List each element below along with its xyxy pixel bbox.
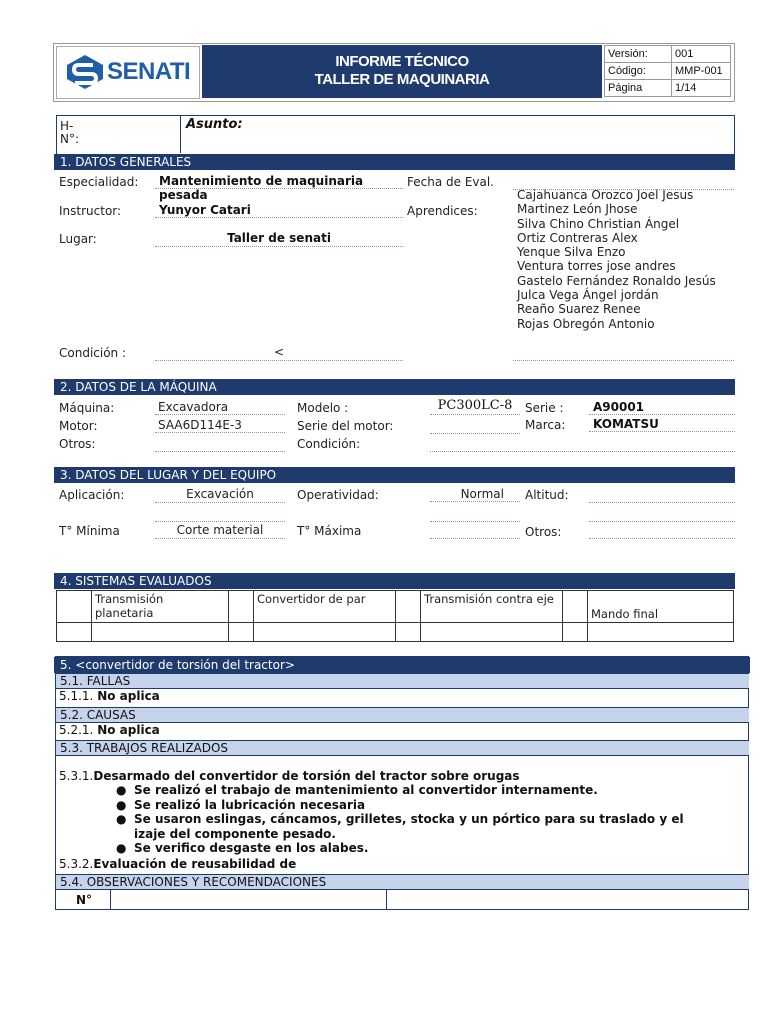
condicion-maquina-field[interactable]: [430, 436, 735, 452]
list-item: Ventura torres jose andres: [517, 259, 676, 274]
maquina-label: Máquina:: [59, 401, 115, 415]
list-item: Gastelo Fernández Ronaldo Jesús: [517, 273, 716, 288]
system-check[interactable]: [563, 591, 588, 623]
list-item: Cajahuanca Orozco Joel Jesus: [517, 188, 694, 202]
meta-value: 1/14: [672, 80, 731, 97]
condicion-maquina-label: Condición:: [297, 437, 361, 451]
logo-box: [56, 46, 200, 99]
systems-table: [56, 590, 734, 642]
trabajo-bullets: [112, 783, 712, 856]
serie-motor-label: Serie del motor:: [297, 419, 394, 433]
table-cell[interactable]: [92, 623, 229, 642]
otros-lugar-field[interactable]: [589, 523, 735, 539]
aplicacion-label: Aplicación:: [59, 488, 125, 502]
meta-label: Código:: [605, 63, 672, 80]
system-label: Transmisión planetaria: [92, 591, 229, 623]
list-item: Reaño Suarez Renee: [517, 302, 641, 317]
list-item: Rojas Obregón Antonio: [517, 316, 655, 331]
list-item: Ortiz Contreras Alex: [517, 230, 638, 245]
meta-table: [604, 45, 731, 97]
fallas-title: 5.1. FALLAS: [56, 673, 749, 689]
bullet-text: Se realizó el trabajo de mantenimiento al convertidor internamente.: [134, 783, 598, 797]
otros-label: Otros:: [59, 437, 96, 451]
serie-field[interactable]: A90001: [589, 400, 735, 415]
obs-col-header: N°: [76, 893, 93, 907]
trabajos-title: 5.3. TRABAJOS REALIZADOS: [56, 740, 749, 756]
causas-num: 5.2.1.: [59, 723, 94, 737]
bullet-icon: ●: [116, 841, 127, 855]
aprendices-label: Aprendices:: [407, 204, 478, 218]
obs-col-divider-1: [110, 890, 111, 909]
modelo-label: Modelo :: [297, 401, 349, 415]
spacer-line-3: [589, 506, 735, 522]
bullet-text: Se verifico desgaste en los alabes.: [134, 841, 369, 855]
serie-motor-field[interactable]: [430, 418, 520, 434]
fallas-value: No aplica: [97, 689, 160, 703]
system-check[interactable]: [57, 591, 92, 623]
condicion-extra-field[interactable]: [513, 345, 734, 361]
aplicacion-field[interactable]: Excavación: [155, 487, 285, 503]
modelo-field[interactable]: PC300LC-8: [430, 398, 520, 415]
table-cell[interactable]: [229, 623, 254, 642]
logo-text: SENATI: [107, 58, 191, 85]
tmin-field[interactable]: Corte material: [155, 523, 285, 539]
hn-divider: [180, 115, 181, 153]
condicion-label: Condición :: [59, 346, 127, 360]
trabajo-1: [59, 769, 520, 783]
bullet-icon: ●: [116, 783, 127, 797]
trabajo-2-text: Evaluación de reusabilidad de: [93, 857, 297, 871]
table-cell[interactable]: [57, 623, 92, 642]
maquina-field[interactable]: Excavadora: [155, 400, 285, 415]
table-cell[interactable]: [563, 623, 588, 642]
bullet-icon: ●: [116, 797, 127, 812]
section-3-title: 3. DATOS DEL LUGAR Y DEL EQUIPO: [54, 467, 735, 483]
list-item: Yenque Silva Enzo: [517, 245, 626, 260]
marca-label: Marca:: [525, 418, 566, 432]
asunto-label: Asunto:: [186, 117, 243, 132]
section-5-title: 5. <convertidor de torsión del tractor>: [54, 657, 750, 673]
list-item: [112, 841, 712, 856]
altitud-field[interactable]: [589, 487, 735, 503]
system-label: Transmisión contra eje: [421, 591, 563, 623]
spacer-line-2: [430, 506, 520, 522]
system-check[interactable]: [229, 591, 254, 623]
system-label: Convertidor de par: [254, 591, 396, 623]
list-item: [112, 798, 712, 813]
operatividad-field[interactable]: Normal: [430, 487, 520, 502]
lugar-field[interactable]: Taller de senati: [155, 231, 403, 247]
trabajo-2-num: 5.3.2.: [59, 857, 94, 871]
senati-logo-icon: [63, 53, 107, 91]
altitud-label: Altitud:: [525, 488, 569, 502]
trabajo-1-num: 5.3.1.: [59, 769, 94, 783]
especialidad-label: Especialidad:: [59, 175, 139, 189]
tmin-label: T° Mínima: [59, 524, 120, 538]
bullet-text: Se usaron eslingas, cáncamos, grilletes, stocka y un pórtico para su traslado y el izaje del componente pesado.: [134, 812, 684, 841]
otros-field[interactable]: [155, 436, 285, 452]
meta-value: MMP-001: [672, 63, 731, 80]
system-label: Mando final: [588, 591, 734, 623]
table-cell[interactable]: [588, 623, 734, 642]
table-cell[interactable]: [396, 623, 421, 642]
section-4-title: 4. SISTEMAS EVALUADOS: [54, 573, 735, 589]
fallas-num: 5.1.1.: [59, 689, 94, 703]
spacer-line-1: [155, 506, 285, 522]
bullet-icon: ●: [116, 812, 127, 826]
operatividad-label: Operatividad:: [297, 488, 379, 502]
marca-field[interactable]: KOMATSU: [589, 417, 735, 432]
motor-field[interactable]: SAA6D114E-3: [155, 418, 285, 433]
lugar-label: Lugar:: [59, 232, 97, 246]
causas-row: [59, 723, 160, 737]
meta-value: 001: [672, 46, 731, 63]
motor-label: Motor:: [59, 419, 98, 433]
otros-lugar-label: Otros:: [525, 525, 562, 539]
tmax-label: T° Máxima: [297, 524, 362, 538]
meta-label: Página: [605, 80, 672, 97]
aprendices-list: [517, 188, 716, 331]
instructor-field[interactable]: Yunyor Catari: [155, 203, 403, 218]
list-item: Martinez León Jhose: [517, 202, 638, 217]
list-item: [112, 783, 712, 798]
causas-value: No aplica: [97, 723, 160, 737]
fecha-label: Fecha de Eval.: [407, 175, 494, 189]
section-1-title: 1. DATOS GENERALES: [54, 154, 735, 170]
report-title: INFORME TÉCNICO: [335, 53, 469, 70]
causas-title: 5.2. CAUSAS: [56, 707, 749, 723]
system-check[interactable]: [396, 591, 421, 623]
instructor-label: Instructor:: [59, 204, 122, 218]
title-box: [202, 45, 602, 98]
obs-col-divider-2: [386, 890, 387, 909]
subject-box: [56, 115, 735, 154]
tmax-field[interactable]: [430, 523, 520, 539]
list-item: Julca Vega Ángel jordán: [517, 288, 659, 303]
list-item: Silva Chino Christian Ángel: [517, 216, 680, 231]
bullet-text: Se realizó la lubricación necesaria: [134, 797, 366, 812]
serie-label: Serie :: [525, 401, 564, 415]
meta-label: Versión:: [605, 46, 672, 63]
especialidad-field[interactable]: Mantenimiento de maquinaria pesada: [155, 174, 403, 189]
observaciones-title: 5.4. OBSERVACIONES Y RECOMENDACIONES: [56, 874, 749, 890]
list-item: [112, 812, 712, 841]
table-cell[interactable]: [254, 623, 396, 642]
report-subtitle: TALLER DE MAQUINARIA: [314, 71, 490, 88]
hn-label: H- N°:: [60, 119, 80, 146]
trabajo-2: [59, 857, 296, 871]
condicion-field[interactable]: <: [155, 345, 403, 361]
fallas-row: [59, 689, 160, 703]
section-2-title: 2. DATOS DE LA MÁQUINA: [54, 379, 735, 395]
trabajo-1-text: Desarmado del convertidor de torsión del tractor sobre orugas: [93, 769, 520, 783]
table-cell[interactable]: [421, 623, 563, 642]
